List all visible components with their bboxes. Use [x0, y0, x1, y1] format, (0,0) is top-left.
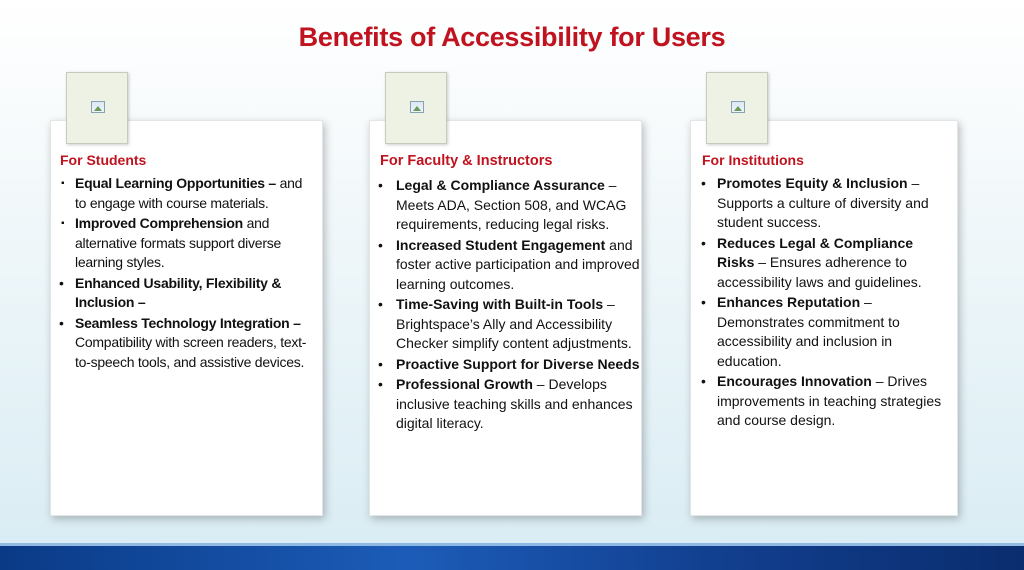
bullet-icon: • [701, 294, 706, 310]
bullet-icon: ▪ [61, 178, 65, 189]
bullet-icon: • [378, 177, 383, 193]
bullet-icon: ▪ [61, 218, 65, 229]
card-heading: For Institutions [702, 152, 804, 168]
list-item: ▪ Equal Learning Opportunities – and to engage with course materials. [61, 175, 303, 211]
list-item: • Reduces Legal & Compliance Risks – Ensures adherence to accessibility laws and guidelines. [701, 234, 922, 290]
bullet-icon: • [701, 234, 706, 251]
card-heading: For Students [60, 152, 147, 168]
list-item: • Increased Student Engagement and foster active participation and improved learning outcomes. [378, 236, 640, 292]
list-item: • Promotes Equity & Inclusion – Supports a culture of diversity and student success. [701, 175, 929, 230]
slide-title: Benefits of Accessibility for Users [298, 22, 726, 52]
bullet-icon: • [59, 314, 64, 331]
bullet-icon: • [378, 355, 383, 372]
image-placeholder-icon [66, 72, 128, 144]
list-item: • Encourages Innovation – Drives improvements in teaching strategies and course design. [701, 373, 942, 428]
list-item: • Seamless Technology Integration – Compatibility with screen readers, text-to-speech tools, and assistive devices. [59, 314, 307, 370]
bullet-icon: • [378, 296, 383, 312]
benefit-list [701, 174, 953, 432]
list-item: • Time-Saving with Built-in Tools – Brightspace’s Ally and Accessibility Checker simplify content adjustments. [378, 296, 632, 351]
bullet-icon: • [701, 175, 706, 191]
benefit-list [59, 174, 317, 373]
card-students [50, 120, 323, 516]
bullet-icon: • [378, 236, 383, 253]
bullet-icon: • [378, 376, 383, 392]
list-item: • Proactive Support for Diverse Needs [378, 355, 640, 375]
list-item: • Legal & Compliance Assurance – Meets ADA, Section 508, and WCAG requirements, reducing legal risks. [378, 177, 627, 232]
benefit-list [378, 176, 640, 435]
image-placeholder-icon [706, 72, 768, 144]
list-item: • Enhances Reputation – Demonstrates commitment to accessibility and inclusion in education. [701, 294, 900, 369]
bullet-icon: • [59, 274, 64, 291]
list-item: ▪ Improved Comprehension and alternative formats support diverse learning styles. [61, 215, 282, 270]
image-placeholder-icon [385, 72, 447, 144]
card-faculty [369, 120, 642, 516]
footer-bar [0, 546, 1024, 570]
card-institutions [690, 120, 958, 516]
list-item: • Enhanced Usability, Flexibility & Inclusion – [59, 274, 282, 310]
card-heading: For Faculty & Instructors [380, 153, 553, 169]
bullet-icon: • [701, 373, 706, 389]
list-item: • Professional Growth – Develops inclusive teaching skills and enhances digital literacy. [378, 376, 633, 431]
